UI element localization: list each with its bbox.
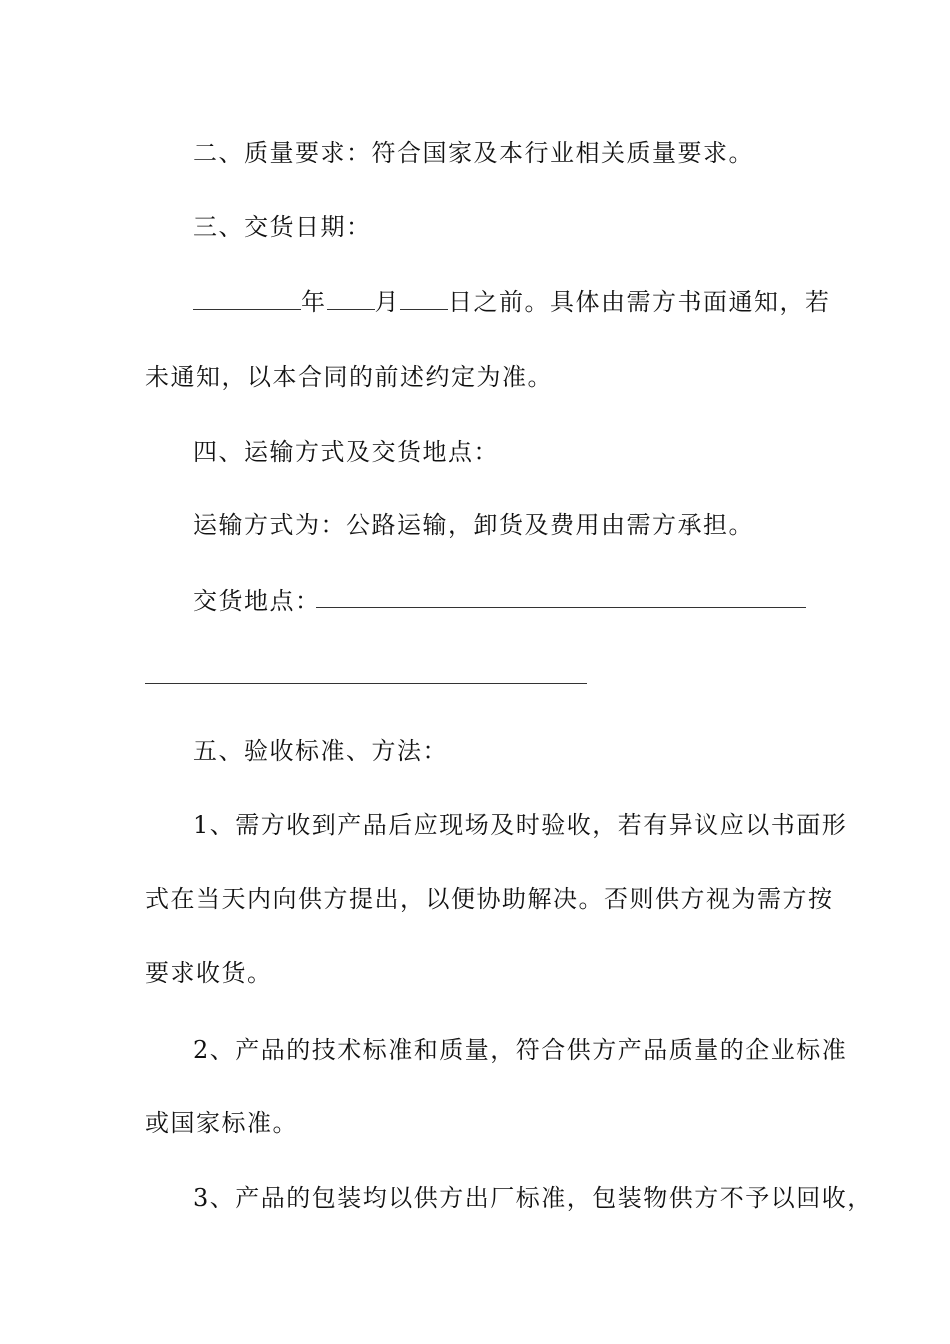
delivery-location-blank-line-1 xyxy=(316,607,806,608)
section-4-title: 四、运输方式及交货地点： xyxy=(193,438,499,466)
delivery-date-line xyxy=(193,287,831,317)
year-suffix: 年 xyxy=(301,288,327,316)
item-1-line-2: 式在当天内向供方提出，以便协助解决。否则供方视为需方按 xyxy=(145,885,834,913)
delivery-location-blank-line-2 xyxy=(145,683,587,684)
delivery-location-label: 交货地点： xyxy=(193,587,321,615)
month-suffix: 月 xyxy=(374,288,400,316)
month-blank xyxy=(327,287,375,310)
section-2-quality: 二、质量要求：符合国家及本行业相关质量要求。 xyxy=(193,139,754,167)
section-5-title: 五、验收标准、方法： xyxy=(193,737,448,765)
item-2-line-1: 2、产品的技术标准和质量，符合供方产品质量的企业标准 xyxy=(193,1036,848,1064)
day-suffix-text: 日之前。具体由需方书面通知，若 xyxy=(448,288,831,316)
item-1-line-1: 1、需方收到产品后应现场及时验收，若有异议应以书面形 xyxy=(193,811,848,839)
item-2-line-2: 或国家标准。 xyxy=(145,1109,298,1137)
item-3-line-1: 3、产品的包装均以供方出厂标准，包装物供方不予以回收， xyxy=(193,1184,873,1212)
day-blank xyxy=(400,287,448,310)
delivery-date-continuation: 未通知，以本合同的前述约定为准。 xyxy=(145,363,553,391)
item-1-line-3: 要求收货。 xyxy=(145,959,273,987)
section-3-title: 三、交货日期： xyxy=(193,213,372,241)
year-blank xyxy=(193,287,301,310)
transport-method: 运输方式为：公路运输，卸货及费用由需方承担。 xyxy=(193,511,754,539)
